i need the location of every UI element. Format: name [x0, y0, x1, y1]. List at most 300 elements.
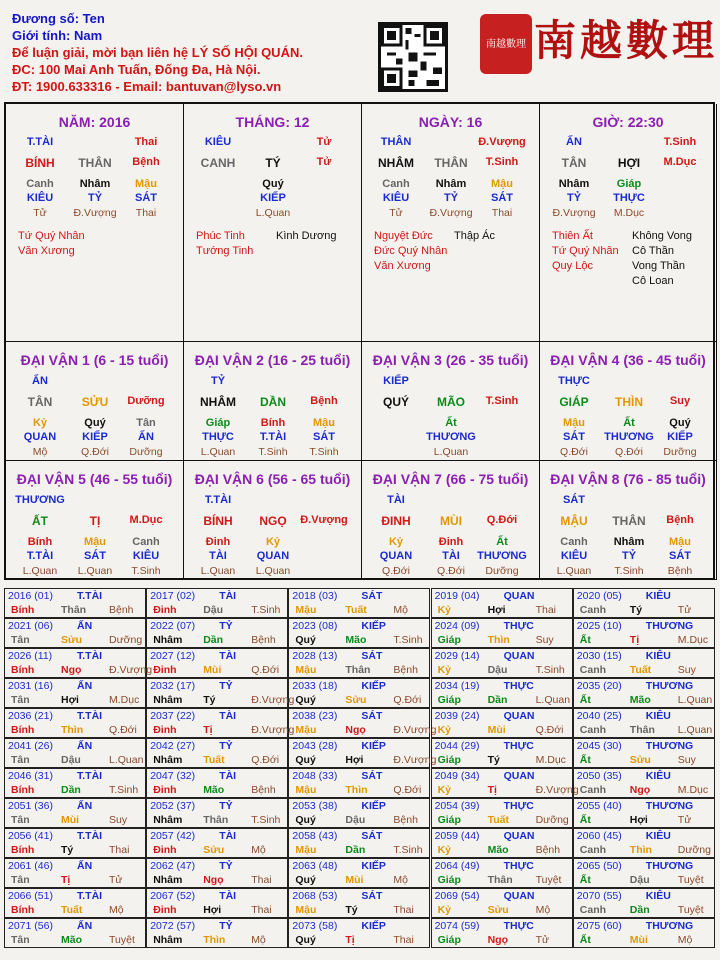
year-stem: Kỷ	[437, 604, 452, 616]
year-cell[interactable]	[288, 588, 430, 618]
pillar-top-label: THÂN	[380, 136, 412, 148]
hidden-stem: Đinh	[205, 536, 231, 548]
hidden-stem: Canh	[26, 178, 54, 190]
dai-van-branch: DẦN	[260, 395, 286, 409]
year-label: 2070 (55)	[576, 890, 622, 902]
hidden-stem: Ất	[496, 536, 508, 548]
brand-logo: 南越數理	[534, 16, 719, 65]
year-cell[interactable]	[4, 918, 146, 948]
year-stem: Quý	[295, 874, 316, 886]
year-cell[interactable]	[431, 768, 579, 798]
year-god: ẤN	[77, 680, 93, 692]
year-stem: Quý	[295, 934, 316, 946]
year-stem: Tân	[11, 694, 30, 706]
year-cell[interactable]	[573, 678, 715, 708]
year-branch: Mùi	[61, 814, 80, 826]
year-stem: Tân	[11, 814, 30, 826]
year-cell[interactable]	[4, 648, 153, 678]
year-stem: Bính	[11, 664, 35, 676]
dai-van-god: SÁT	[563, 494, 585, 506]
year-god: QUAN	[503, 770, 535, 782]
header-info	[12, 10, 372, 95]
hidden-god: THỰC	[613, 192, 645, 204]
hidden-god: SÁT	[84, 550, 106, 562]
year-label: 2063 (48)	[292, 860, 338, 872]
year-god: ẤN	[77, 740, 93, 752]
year-phase: Bệnh	[251, 784, 276, 796]
year-cell[interactable]	[4, 618, 146, 648]
year-stem: Ất	[579, 934, 591, 946]
year-phase: Dưỡng	[677, 844, 711, 856]
dai-van-branch: NGỌ	[259, 514, 287, 528]
year-branch: Dần	[203, 634, 224, 646]
year-stem: Ất	[579, 814, 591, 826]
pillar-cell	[184, 104, 362, 342]
phone-email[interactable]: ĐT: 1900.633316 - Email: bantuvan@lyso.vn	[12, 79, 282, 94]
year-god: THƯƠNG	[645, 740, 694, 752]
year-cell[interactable]	[146, 648, 288, 678]
year-god: TỶ	[219, 860, 233, 872]
year-stem: Tân	[11, 934, 30, 946]
year-god: SÁT	[361, 830, 383, 842]
year-stem: Canh	[579, 604, 607, 616]
year-branch: Tị	[629, 634, 640, 646]
year-branch: Sửu	[487, 904, 509, 916]
pillar-stem: TÂN	[561, 156, 587, 170]
year-branch: Dần	[61, 784, 81, 796]
hidden-stem: Canh	[560, 536, 588, 548]
dai-van-title: ĐẠI VẬN 1 (6 - 15 tuổi)	[20, 352, 169, 368]
year-branch: Mão	[487, 844, 509, 856]
year-god: THỰC	[503, 680, 534, 692]
year-label: 2035 (20)	[576, 680, 622, 692]
year-cell[interactable]	[573, 798, 715, 828]
year-cell[interactable]	[146, 768, 288, 798]
year-god: THỰC	[503, 620, 534, 632]
year-cell[interactable]	[4, 888, 146, 918]
dai-van-cell	[540, 342, 717, 461]
year-phase: L.Quan	[677, 694, 713, 706]
dai-van-cell	[540, 461, 717, 580]
year-cell[interactable]	[431, 888, 573, 918]
year-cell[interactable]	[573, 648, 715, 678]
year-branch: Tị	[61, 874, 71, 886]
year-label: 2026 (11)	[8, 650, 53, 662]
year-stem: Đinh	[153, 664, 177, 676]
hidden-phase: Dưỡng	[663, 446, 697, 458]
year-god: T.TÀI	[77, 710, 103, 722]
year-branch: Tuất	[345, 604, 367, 616]
year-cell[interactable]	[431, 648, 573, 678]
year-label: 2042 (27)	[150, 740, 196, 752]
year-cell[interactable]	[573, 918, 715, 948]
hidden-stem: Mậu	[563, 417, 585, 429]
year-phase: Đ.Vượng	[393, 724, 437, 736]
year-god: ẤN	[77, 620, 93, 632]
hidden-phase: Thai	[491, 207, 513, 219]
year-phase: Q.Đới	[109, 724, 137, 736]
year-label: 2046 (31)	[8, 770, 53, 782]
year-cell[interactable]	[431, 828, 573, 858]
year-cell[interactable]	[573, 588, 715, 618]
year-god: ẤN	[77, 800, 93, 812]
year-branch: Tuất	[203, 754, 225, 766]
year-cell[interactable]	[4, 738, 146, 768]
year-branch: Dậu	[629, 874, 650, 886]
year-phase: M.Dục	[109, 694, 140, 706]
year-phase: Bệnh	[393, 664, 418, 676]
year-cell[interactable]	[431, 708, 573, 738]
year-stem: Đinh	[153, 604, 177, 616]
year-phase: Bệnh	[535, 844, 561, 856]
year-stem: Kỷ	[437, 904, 452, 916]
year-label: 2062 (47)	[150, 860, 196, 872]
year-cell[interactable]	[146, 918, 288, 948]
year-cell[interactable]	[146, 888, 288, 918]
year-cell[interactable]	[288, 888, 430, 918]
hidden-phase: Tử	[33, 207, 47, 219]
year-stem: Mậu	[295, 844, 317, 856]
hidden-phase: Đ.Vượng	[73, 207, 117, 219]
year-stem: Nhâm	[153, 634, 183, 646]
year-branch: Thân	[345, 664, 371, 676]
hidden-god: KIẾP	[82, 431, 108, 443]
year-cell[interactable]	[146, 678, 295, 708]
year-branch: Ngọ	[629, 784, 651, 796]
year-branch: Dậu	[203, 604, 224, 616]
pillar-title: NGÀY: 16	[418, 114, 483, 130]
year-cell[interactable]	[4, 708, 146, 738]
year-cell[interactable]	[288, 738, 437, 768]
year-phase: Suy	[535, 634, 554, 646]
year-cell[interactable]	[146, 828, 288, 858]
hidden-phase: Dưỡng	[485, 565, 519, 577]
year-phase: Thai	[251, 904, 272, 916]
year-phase: T.Sinh	[251, 604, 281, 616]
hidden-phase: M.Dục	[613, 207, 645, 219]
dai-van-stem: BÍNH	[203, 514, 233, 528]
year-cell[interactable]	[573, 888, 715, 918]
pillar-top-label: Đ.Vượng	[478, 136, 526, 148]
dai-van-god: THỰC	[558, 375, 590, 387]
year-stem: Tân	[11, 634, 30, 646]
year-cell[interactable]	[288, 828, 430, 858]
year-god: KIẾP	[361, 800, 386, 812]
contact-intro: Để luận giải, mời bạn liên hệ LÝ SỐ HỘI QUÁN.	[12, 45, 303, 60]
year-god: TÀI	[219, 830, 237, 842]
hidden-stem: Mậu	[84, 536, 106, 548]
year-label: 2040 (25)	[576, 710, 622, 722]
pillar-branch: THÂN	[78, 156, 112, 170]
dai-van-branch: MÙI	[440, 514, 462, 528]
year-cell[interactable]	[573, 858, 715, 888]
year-branch: Hợi	[345, 754, 364, 766]
dai-van-god: ẤN	[32, 375, 48, 387]
year-cell[interactable]	[573, 708, 715, 738]
year-cell[interactable]	[146, 798, 288, 828]
year-stem: Giáp	[437, 814, 461, 826]
qr-code-icon[interactable]	[378, 22, 448, 92]
year-cell[interactable]	[431, 678, 573, 708]
year-god: SÁT	[361, 650, 383, 662]
dai-van-phase: Suy	[669, 395, 691, 407]
year-branch: Hợi	[61, 694, 79, 706]
star-note: Đức Quý Nhân	[374, 245, 448, 257]
year-cell[interactable]	[573, 618, 715, 648]
year-cell[interactable]	[431, 918, 573, 948]
year-label: 2059 (44)	[434, 830, 480, 842]
year-cell[interactable]	[288, 618, 430, 648]
year-god: THỰC	[503, 740, 534, 752]
year-branch: Mùi	[487, 724, 506, 736]
dai-van-title: ĐẠI VẬN 3 (26 - 35 tuổi)	[372, 352, 529, 368]
year-cell[interactable]	[4, 678, 146, 708]
year-stem: Mậu	[295, 784, 317, 796]
year-stem: Mậu	[295, 604, 317, 616]
dai-van-god: KIẾP	[383, 375, 409, 387]
year-label: 2057 (42)	[150, 830, 196, 842]
year-label: 2020 (05)	[576, 590, 622, 602]
year-cell[interactable]	[431, 618, 573, 648]
year-branch: Tý	[203, 694, 216, 706]
year-branch: Tuất	[629, 664, 652, 676]
year-phase: Q.Đới	[535, 724, 564, 736]
year-label: 2048 (33)	[292, 770, 338, 782]
year-label: 2069 (54)	[434, 890, 480, 902]
hidden-phase: Đ.Vượng	[552, 207, 596, 219]
year-branch: Dần	[629, 904, 650, 916]
year-cell[interactable]	[4, 798, 146, 828]
year-label: 2043 (28)	[292, 740, 338, 752]
year-label: 2028 (13)	[292, 650, 338, 662]
year-cell[interactable]	[573, 738, 715, 768]
year-phase: Thai	[535, 604, 557, 616]
dai-van-phase: Q.Đới	[486, 514, 518, 526]
dai-van-stem: MẬU	[560, 514, 588, 528]
star-note: Thiên Ất	[552, 230, 593, 242]
year-phase: Bệnh	[393, 814, 418, 826]
year-stem: Giáp	[437, 754, 461, 766]
year-cell[interactable]	[288, 918, 430, 948]
pillar-branch: TÝ	[265, 156, 281, 170]
year-label: 2056 (41)	[8, 830, 53, 842]
hidden-stem: Kỷ	[265, 536, 281, 548]
year-branch: Mão	[629, 694, 651, 706]
year-god: KIẾP	[361, 620, 386, 632]
year-cell[interactable]	[4, 828, 146, 858]
dai-van-god: TÀI	[387, 494, 405, 506]
year-phase: Dưỡng	[109, 634, 143, 646]
hidden-phase: Tử	[389, 207, 403, 219]
hidden-god: THƯƠNG	[477, 550, 527, 562]
owner-name: Đương số: Ten	[12, 11, 105, 26]
hidden-phase: L.Quan	[255, 565, 291, 577]
hidden-stem: Canh	[132, 536, 160, 548]
year-god: KIÊU	[645, 890, 671, 902]
year-cell[interactable]	[146, 858, 288, 888]
year-stem: Bính	[11, 904, 35, 916]
star-note: Kình Dương	[276, 230, 337, 242]
dai-van-cell	[362, 342, 540, 461]
dai-van-stem: ĐINH	[381, 514, 411, 528]
dai-van-branch: MÃO	[437, 395, 465, 409]
year-label: 2029 (14)	[434, 650, 480, 662]
hidden-god: ẤN	[138, 431, 154, 443]
year-stem: Đinh	[153, 724, 177, 736]
year-cell[interactable]	[431, 738, 573, 768]
year-cell[interactable]	[288, 798, 430, 828]
year-cell[interactable]	[4, 858, 146, 888]
year-stem: Mậu	[295, 904, 317, 916]
year-cell[interactable]	[573, 828, 715, 858]
dai-van-stem: ẤT	[32, 514, 48, 528]
year-phase: Bệnh	[109, 604, 134, 616]
pillar-stem: NHÂM	[378, 156, 414, 170]
year-cell[interactable]	[146, 738, 288, 768]
year-stem: Giáp	[437, 694, 461, 706]
year-god: TÀI	[219, 710, 237, 722]
year-branch: Ngọ	[203, 874, 224, 886]
hidden-phase: Q.Đới	[382, 565, 410, 577]
year-stem: Giáp	[437, 634, 461, 646]
dai-van-title: ĐẠI VẬN 8 (76 - 85 tuổi)	[550, 471, 706, 487]
year-label: 2073 (58)	[292, 920, 338, 932]
year-cell[interactable]	[431, 858, 573, 888]
year-cell[interactable]	[4, 588, 146, 618]
pillar-title: GIỜ: 22:30	[592, 114, 664, 130]
year-phase: Mộ	[393, 874, 408, 886]
year-cell[interactable]	[4, 768, 146, 798]
year-stem: Canh	[579, 724, 607, 736]
hidden-god: KIÊU	[26, 192, 54, 204]
year-phase: Đ.Vượng	[109, 664, 153, 676]
year-god: QUAN	[503, 890, 535, 902]
hidden-phase: Q.Đới	[437, 565, 465, 577]
year-phase: Suy	[109, 814, 128, 826]
year-god: TỶ	[219, 680, 233, 692]
year-stem: Nhâm	[153, 934, 183, 946]
hidden-god: QUAN	[256, 550, 290, 562]
year-cell[interactable]	[146, 618, 288, 648]
address: ĐC: 100 Mai Anh Tuấn, Đống Đa, Hà Nội.	[12, 62, 261, 77]
year-label: 2052 (37)	[150, 800, 196, 812]
year-cell[interactable]	[146, 708, 295, 738]
year-stem: Tân	[11, 754, 30, 766]
year-phase: M.Dục	[677, 784, 709, 796]
year-cell[interactable]	[573, 768, 715, 798]
hidden-phase: Đ.Vượng	[429, 207, 473, 219]
hidden-phase: Dưỡng	[129, 446, 163, 458]
year-cell[interactable]	[288, 648, 430, 678]
year-branch: Tuất	[487, 814, 509, 826]
pillar-phase: T.Sinh	[485, 156, 519, 168]
year-stem: Quý	[295, 814, 316, 826]
hidden-phase: Thai	[135, 207, 157, 219]
year-phase: Thai	[251, 874, 272, 886]
year-phase: T.Sinh	[535, 664, 565, 676]
year-phase: Tử	[677, 604, 692, 616]
dai-van-phase: T.Sinh	[485, 395, 519, 407]
year-cell[interactable]	[288, 858, 430, 888]
year-cell[interactable]	[146, 588, 288, 618]
year-branch: Hợi	[629, 814, 648, 826]
year-label: 2061 (46)	[8, 860, 53, 872]
year-god: T.TÀI	[77, 650, 103, 662]
year-label: 2027 (12)	[150, 650, 196, 662]
year-god: SÁT	[361, 890, 383, 902]
year-phase: Suy	[677, 664, 696, 676]
hidden-stem: Ất	[445, 417, 457, 429]
year-label: 2041 (26)	[8, 740, 53, 752]
year-label: 2071 (56)	[8, 920, 53, 932]
year-phase: Tử	[109, 874, 123, 886]
year-god: TỶ	[219, 920, 233, 932]
year-stem: Nhâm	[153, 874, 183, 886]
year-cell[interactable]	[288, 678, 430, 708]
hidden-god: KIẾP	[667, 431, 693, 443]
year-label: 2017 (02)	[150, 590, 196, 602]
pillar-title: NĂM: 2016	[58, 114, 131, 130]
hidden-stem: Mậu	[669, 536, 691, 548]
hidden-god: SÁT	[491, 192, 513, 204]
year-phase: M.Dục	[677, 634, 709, 646]
hidden-god: KIẾP	[260, 192, 286, 204]
year-stem: Tân	[11, 874, 30, 886]
hidden-stem: Tân	[136, 417, 156, 429]
year-cell[interactable]	[431, 588, 573, 618]
dai-van-title: ĐẠI VẬN 5 (46 - 55 tuổi)	[16, 471, 173, 487]
year-stem: Canh	[579, 784, 607, 796]
year-god: TÀI	[219, 590, 237, 602]
year-god: KIẾP	[361, 740, 386, 752]
year-label: 2068 (53)	[292, 890, 338, 902]
year-phase: Thai	[393, 934, 414, 946]
year-god: SÁT	[361, 710, 383, 722]
year-label: 2051 (36)	[8, 800, 53, 812]
year-branch: Dậu	[345, 814, 366, 826]
year-stem: Ất	[579, 634, 591, 646]
year-branch: Thân	[203, 814, 229, 826]
hidden-god: KIÊU	[560, 550, 588, 562]
year-cell[interactable]	[288, 708, 437, 738]
hidden-stem: Bính	[27, 536, 53, 548]
hidden-phase: L.Quan	[556, 565, 592, 577]
pillar-title: THÁNG: 12	[235, 114, 310, 130]
year-label: 2058 (43)	[292, 830, 338, 842]
year-label: 2032 (17)	[150, 680, 196, 692]
year-cell[interactable]	[431, 798, 573, 828]
year-label: 2074 (59)	[434, 920, 480, 932]
pillar-top-label: T.TÀI	[26, 136, 54, 148]
year-stem: Mậu	[295, 724, 317, 736]
hidden-phase: L.Quan	[22, 565, 58, 577]
year-god: TÀI	[219, 890, 237, 902]
year-stem: Giáp	[437, 934, 461, 946]
pillar-stem: BÍNH	[25, 156, 55, 170]
dai-van-phase: Bệnh	[666, 514, 694, 526]
year-god: QUAN	[503, 830, 535, 842]
year-cell[interactable]	[288, 768, 430, 798]
pillar-top-label: T.Sinh	[663, 136, 697, 148]
hidden-phase: T.Sinh	[258, 446, 288, 458]
year-phase: Mộ	[677, 934, 693, 946]
hidden-god: TỶ	[443, 192, 459, 204]
dai-van-god: TỶ	[210, 375, 226, 387]
year-phase: Tuyệt	[677, 904, 704, 916]
year-phase: Thai	[393, 904, 414, 916]
dai-van-branch: TỊ	[89, 514, 101, 528]
pillar-top-label: Thai	[134, 136, 158, 148]
